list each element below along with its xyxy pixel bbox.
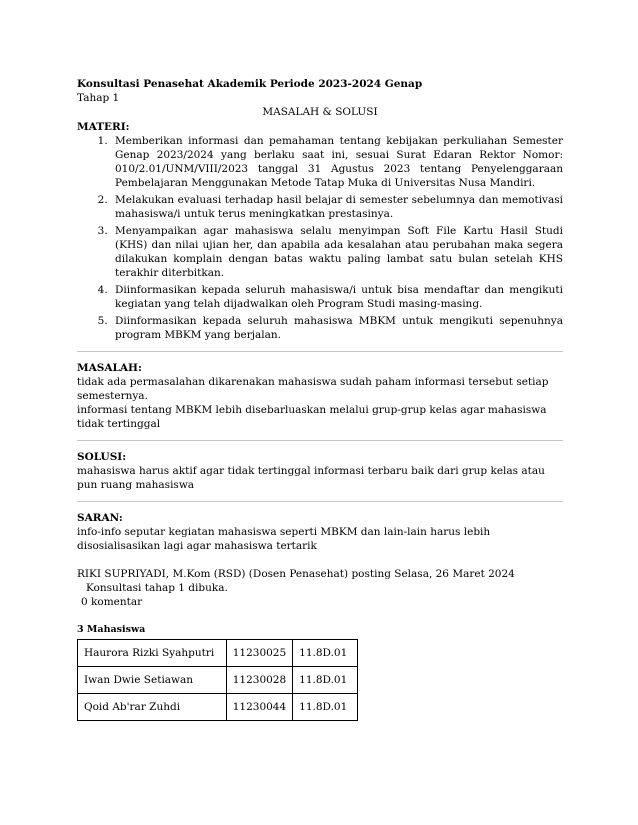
student-class: 11.8D.01 <box>293 694 358 721</box>
divider <box>77 351 563 352</box>
document-title: Konsultasi Penasehat Akademik Periode 2023-2024 Genap <box>77 78 423 90</box>
table-row <box>78 640 358 667</box>
solusi-title: SOLUSI: <box>77 451 127 463</box>
posting-status: Konsultasi tahap 1 dibuka. <box>86 582 228 594</box>
student-name: Haurora Rizki Syahputri <box>78 640 227 667</box>
student-class: 11.8D.01 <box>293 667 358 694</box>
masalah-title: MASALAH: <box>77 362 142 374</box>
student-name: Qoid Ab'rar Zuhdi <box>78 694 227 721</box>
student-nim: 11230028 <box>226 667 292 694</box>
section-heading: MASALAH & SOLUSI <box>262 106 378 118</box>
materi-item: 1. Memberikan informasi dan pemahaman tentang kebijakan perkuliahan Semester Genap 2023/2024 yang berlaku saat ini, sesuai Surat Edaran Rektor Nomor: 010/2.01/UNM/VIII/2023 tanggal 31 Agustus 2023 tentang Penyelenggaraan Pembelajaran Menggunakan Metode Tatap Muka di Universitas Nusa Mandiri. <box>111 134 563 190</box>
student-nim: 11230044 <box>226 694 292 721</box>
solusi-text: mahasiswa harus aktif agar tidak tertinggal informasi terbaru baik dari grup kelas atau pun ruang mahasiswa <box>77 465 545 491</box>
saran-text: info-info seputar kegiatan mahasiswa seperti MBKM dan lain-lain harus lebih disosialisasikan lagi agar mahasiswa tertarik <box>77 526 491 552</box>
divider <box>77 501 563 502</box>
members-title: 3 Mahasiswa <box>77 624 146 635</box>
table-row <box>78 694 358 721</box>
document-page <box>77 77 563 721</box>
posting-author: RIKI SUPRIYADI, M.Kom (RSD) (Dosen Penasehat) posting Selasa, 26 Maret 2024 <box>77 568 515 580</box>
table-row <box>78 667 358 694</box>
materi-item: 5. Diinformasikan kepada seluruh mahasiswa MBKM untuk mengikuti sepenuhnya program MBKM yang berjalan. <box>111 314 563 342</box>
members-table <box>77 639 358 721</box>
materi-list <box>77 134 563 342</box>
materi-item: 4. Diinformasikan kepada seluruh mahasiswa/i untuk bisa mendaftar dan mengikuti kegiatan yang telah dijadwalkan oleh Program Studi masing-masing. <box>111 283 563 311</box>
student-name: Iwan Dwie Setiawan <box>78 667 227 694</box>
masalah-line: informasi tentang MBKM lebih disebarluaskan melalui grup-grup kelas agar mahasiswa tidak tertinggal <box>77 404 547 430</box>
masalah-line: tidak ada permasalahan dikarenakan mahasiswa sudah paham informasi tersebut setiap semesternya. <box>77 376 549 402</box>
stage-label: Tahap 1 <box>77 92 120 104</box>
saran-title: SARAN: <box>77 512 123 524</box>
materi-item: 3. Menyampaikan agar mahasiswa selalu menyimpan Soft File Kartu Hasil Studi (KHS) dan nilai ujian her, dan apabila ada kesalahan atau perubahan maka segera dilakukan komplain dengan batas waktu paling lambat satu bulan setelah KHS terakhir diterbitkan. <box>111 224 563 280</box>
divider <box>77 440 563 441</box>
comment-count-link[interactable]: 0 komentar <box>81 596 143 608</box>
materi-item: 2. Melakukan evaluasi terhadap hasil belajar di semester sebelumnya dan memotivasi mahasiswa/i untuk terus meningkatkan prestasinya. <box>111 193 563 221</box>
student-class: 11.8D.01 <box>293 640 358 667</box>
materi-title: MATERI: <box>77 121 130 133</box>
student-nim: 11230025 <box>226 640 292 667</box>
